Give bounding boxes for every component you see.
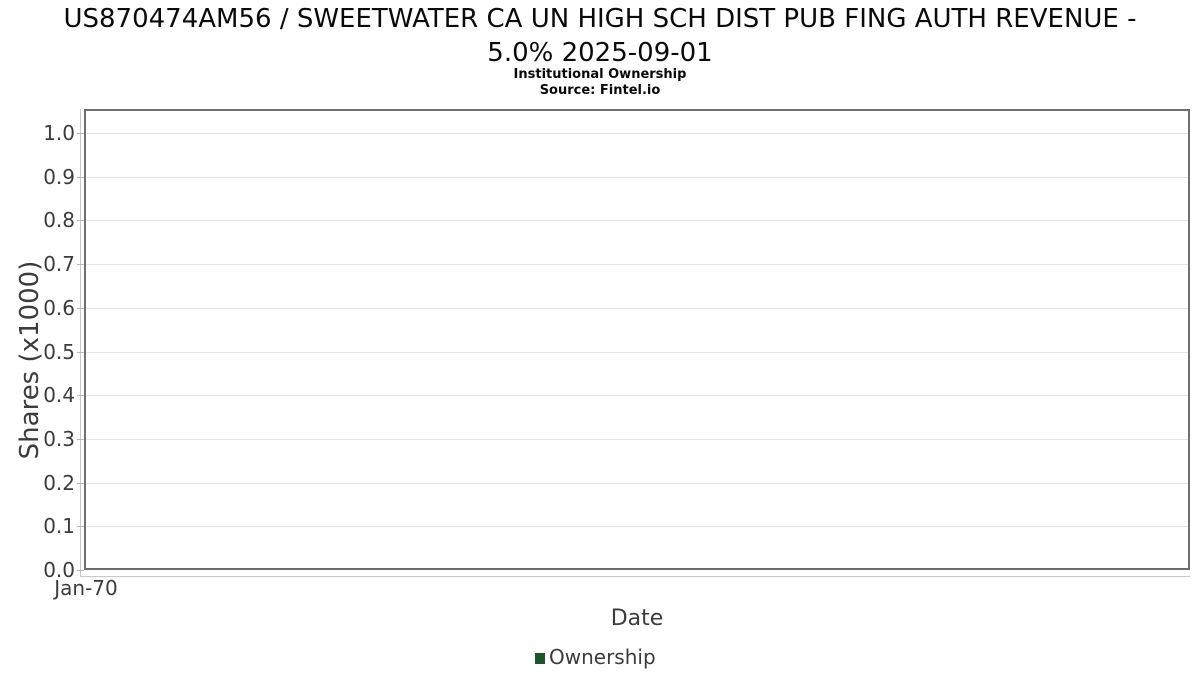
chart-title-line1: US870474AM56 / SWEETWATER CA UN HIGH SCH DIST PUB FING AUTH REVENUE - (63, 4, 1137, 34)
y-tick-label-0.8: 0.8 (43, 208, 75, 232)
y-tick-mark-0.3 (77, 439, 84, 440)
gridline-y-0.6 (86, 308, 1188, 309)
x-tick-label: Jan-70 (54, 576, 118, 600)
gridline-y-0.2 (86, 483, 1188, 484)
gridline-y-0.4 (86, 395, 1188, 396)
chart-title-line2: 5.0% 2025-09-01 (487, 38, 713, 68)
gridline-y-0.7 (86, 264, 1188, 265)
y-tick-label-0.6: 0.6 (43, 296, 75, 320)
y-tick-mark-0.1 (77, 526, 84, 527)
y-tick-mark-0.7 (77, 264, 84, 265)
y-tick-mark-0.0 (77, 570, 84, 571)
y-tick-mark-0.8 (77, 220, 84, 221)
y-tick-mark-0.6 (77, 308, 84, 309)
x-axis-line (80, 576, 1190, 577)
gridline-y-0.9 (86, 177, 1188, 178)
legend (535, 645, 656, 669)
y-tick-mark-0.5 (77, 352, 84, 353)
y-tick-label-0.4: 0.4 (43, 383, 75, 407)
gridline-y-0.1 (86, 526, 1188, 527)
y-tick-label-0.5: 0.5 (43, 340, 75, 364)
chart-subtitle: Institutional Ownership (513, 67, 687, 82)
gridline-y-0.3 (86, 439, 1188, 440)
gridline-y-1.0 (86, 133, 1188, 134)
legend-swatch-ownership (535, 653, 545, 664)
y-tick-label-0.3: 0.3 (43, 427, 75, 451)
gridline-y-0.8 (86, 220, 1188, 221)
y-tick-label-0.2: 0.2 (43, 471, 75, 495)
x-axis-title: Date (610, 606, 664, 631)
y-tick-mark-1.0 (77, 133, 84, 134)
y-tick-label-1.0: 1.0 (43, 121, 75, 145)
legend-label-ownership: Ownership (549, 645, 656, 669)
y-tick-label-0.0: 0.0 (43, 558, 75, 582)
y-tick-label-0.9: 0.9 (43, 165, 75, 189)
y-tick-mark-0.9 (77, 177, 84, 178)
y-tick-label-0.1: 0.1 (43, 514, 75, 538)
y-tick-label-0.7: 0.7 (43, 252, 75, 276)
chart-source-credit: Source: Fintel.io (539, 83, 661, 98)
y-tick-mark-0.2 (77, 483, 84, 484)
plot-area (84, 109, 1190, 570)
gridline-y-0.5 (86, 352, 1188, 353)
y-axis-line (80, 109, 81, 576)
y-tick-mark-0.4 (77, 395, 84, 396)
y-axis-title: Shares (x1000) (15, 260, 45, 460)
